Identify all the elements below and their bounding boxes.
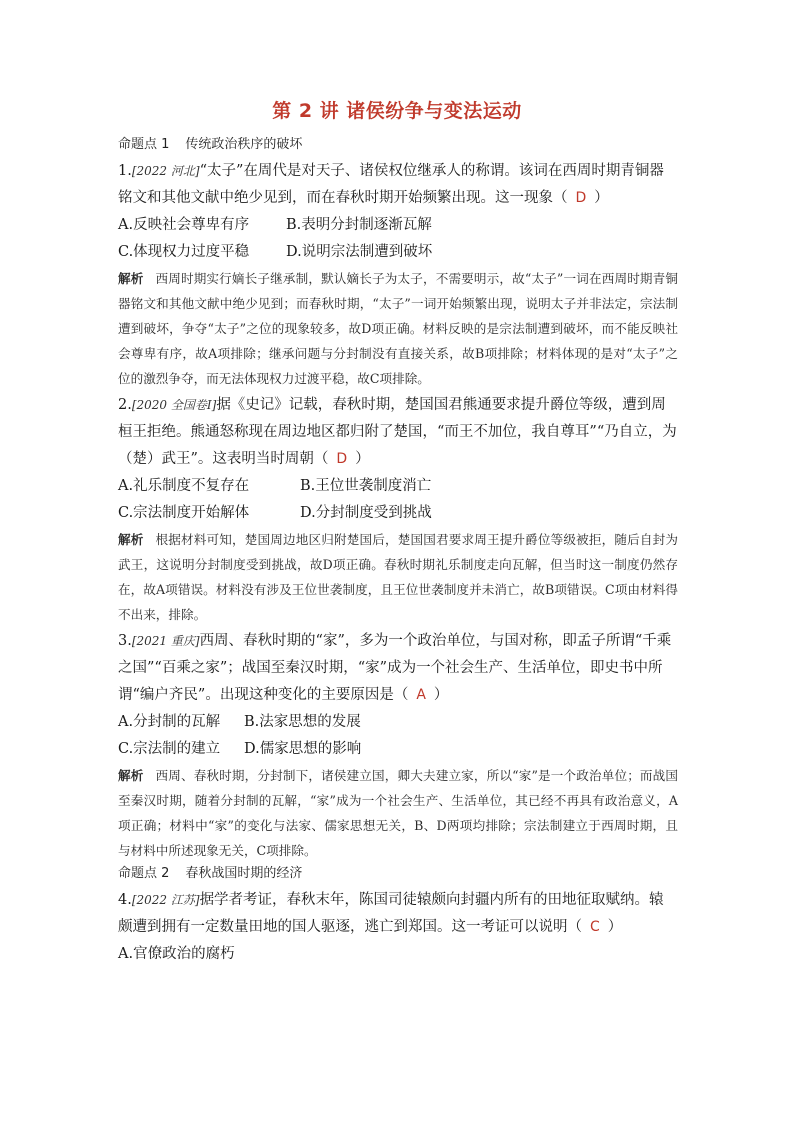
section-title: 春秋战国时期的经济 bbox=[185, 866, 303, 881]
option-c: C.宗法制度开始解体 bbox=[118, 505, 250, 521]
question-number: 1. bbox=[118, 163, 132, 179]
question-number: 3. bbox=[118, 633, 132, 649]
explanation-text: 西周时期实行嫡长子继承制，默认嫡长子为太子，不需要明示，故“太子”一词在西周时期青铜器铭文和其他文献中绝少见到；而春秋时期，“太子”一词开始频繁出现，说明太子并非法定，宗法制遭到破坏，争夺“太子”之位的现象较多，故D项正确。材料反映的是宗法制遭到破坏，而不能反映社会尊卑有序，故A项排除；继承问题与分封制没有直接关系，故B项排除；材料体现的是对“太子”之位的激烈争夺，而无法体现权力过渡平稳，故C项排除。 bbox=[118, 271, 678, 386]
question-stem: 西周、春秋时期的“家”，多为一个政治单位，与国对称，即孟子所谓“千乘之国”“百乘之家”；战国至秦汉时期，“家”成为一个社会生产、生活单位，即史书中所谓“编户齐民”。出现这种变化的主要原因是（ bbox=[118, 633, 672, 703]
options-row bbox=[118, 500, 678, 527]
question-stem: 据《史记》记载，春秋时期，楚国国君熊通要求提升爵位等级，遭到周桓王拒绝。熊通怒称现在周边地区都归附了楚国，“而王不加位，我自尊耳”“乃自立，为（楚）武王”。这表明当时周朝（ bbox=[118, 397, 677, 467]
answer-choice: D bbox=[336, 451, 348, 467]
question-2 bbox=[118, 392, 678, 473]
question-source: [2022 江苏] bbox=[131, 893, 200, 907]
question-stem: “太子”在周代是对天子、诸侯权位继承人的称谓。该词在西周时期青铜器铭文和其他文献中绝少见到，而在春秋时期开始频繁出现。这一现象（ bbox=[118, 163, 664, 206]
option-a: A.官僚政治的腐朽 bbox=[118, 946, 235, 962]
question-source: [2020 全国卷Ⅰ] bbox=[131, 398, 217, 412]
option-a: A.分封制的瓦解 bbox=[118, 714, 221, 730]
explanation-text: 西周、春秋时期，分封制下，诸侯建立国，卿大夫建立家，所以“家”是一个政治单位；而战国至秦汉时期，随着分封制的瓦解，“家”成为一个社会生产、生活单位，其已经不再具有政治意义，A项正确；材料中“家”的变化与法家、儒家思想无关，B、D两项均排除；宗法制建立于西周时期，且与材料中所述现象无关，C项排除。 bbox=[118, 768, 678, 858]
option-b: B.表明分封制逐渐瓦解 bbox=[286, 217, 432, 233]
question-4 bbox=[118, 887, 678, 941]
explanation-label: 解析 bbox=[118, 532, 144, 547]
explanation-3 bbox=[118, 763, 678, 863]
option-b: B.王位世袭制度消亡 bbox=[300, 478, 432, 494]
question-1 bbox=[118, 158, 678, 212]
option-c: C.宗法制的建立 bbox=[118, 741, 221, 757]
option-d: D.儒家思想的影响 bbox=[244, 741, 362, 757]
options-row bbox=[118, 941, 678, 968]
section-number: 命题点 2 bbox=[118, 866, 170, 881]
explanation-label: 解析 bbox=[118, 271, 144, 286]
answer-choice: A bbox=[416, 687, 426, 703]
section-number: 命题点 1 bbox=[118, 137, 170, 152]
answer-choice: D bbox=[575, 190, 587, 206]
question-number: 4. bbox=[118, 892, 132, 908]
question-3 bbox=[118, 628, 678, 709]
options-row bbox=[118, 736, 678, 763]
options-row bbox=[118, 709, 678, 736]
option-c: C.体现权力过度平稳 bbox=[118, 244, 250, 260]
question-stem-end: ） bbox=[355, 451, 370, 467]
question-number: 2. bbox=[118, 397, 132, 413]
explanation-1 bbox=[118, 266, 678, 391]
option-d: D.分封制度受到挑战 bbox=[300, 505, 432, 521]
question-source: [2021 重庆] bbox=[131, 634, 200, 648]
section-title: 传统政治秩序的破坏 bbox=[185, 137, 303, 152]
question-source: [2022 河北] bbox=[131, 164, 200, 178]
options-row bbox=[118, 212, 678, 239]
options-row bbox=[118, 239, 678, 266]
content-body bbox=[118, 134, 678, 968]
options-row bbox=[118, 473, 678, 500]
question-stem-end: ） bbox=[594, 190, 609, 206]
lecture-title: 第 2 讲 诸侯纷争与变法运动 bbox=[272, 100, 522, 122]
question-stem-end: ） bbox=[433, 687, 449, 703]
option-a: A.反映社会尊卑有序 bbox=[118, 217, 250, 233]
explanation-text: 根据材料可知，楚国周边地区归附楚国后，楚国国君要求周王提升爵位等级被拒，随后自封为武王，这说明分封制度受到挑战，故D项正确。春秋时期礼乐制度走向瓦解，但当时这一制度仍然存在，故A项错误。材料没有涉及王位世袭制度，且王位世袭制度并未消亡，故B项错误。C项由材料得不出来，排除。 bbox=[118, 532, 679, 622]
option-a: A.礼乐制度不复存在 bbox=[118, 478, 250, 494]
answer-choice: C bbox=[590, 919, 600, 935]
question-stem-end: ） bbox=[607, 919, 623, 935]
section-heading-2 bbox=[118, 864, 678, 884]
option-b: B.法家思想的发展 bbox=[244, 714, 361, 730]
question-stem: 据学者考证，春秋末年，陈国司徒辕颇向封疆内所有的田地征取赋纳。辕颇遭到拥有一定数量田地的国人驱逐，逃亡到郑国。这一考证可以说明（ bbox=[118, 892, 664, 935]
option-d: D.说明宗法制遭到破坏 bbox=[286, 244, 433, 260]
explanation-2 bbox=[118, 527, 678, 627]
explanation-label: 解析 bbox=[118, 768, 144, 783]
section-heading-1 bbox=[118, 135, 678, 155]
